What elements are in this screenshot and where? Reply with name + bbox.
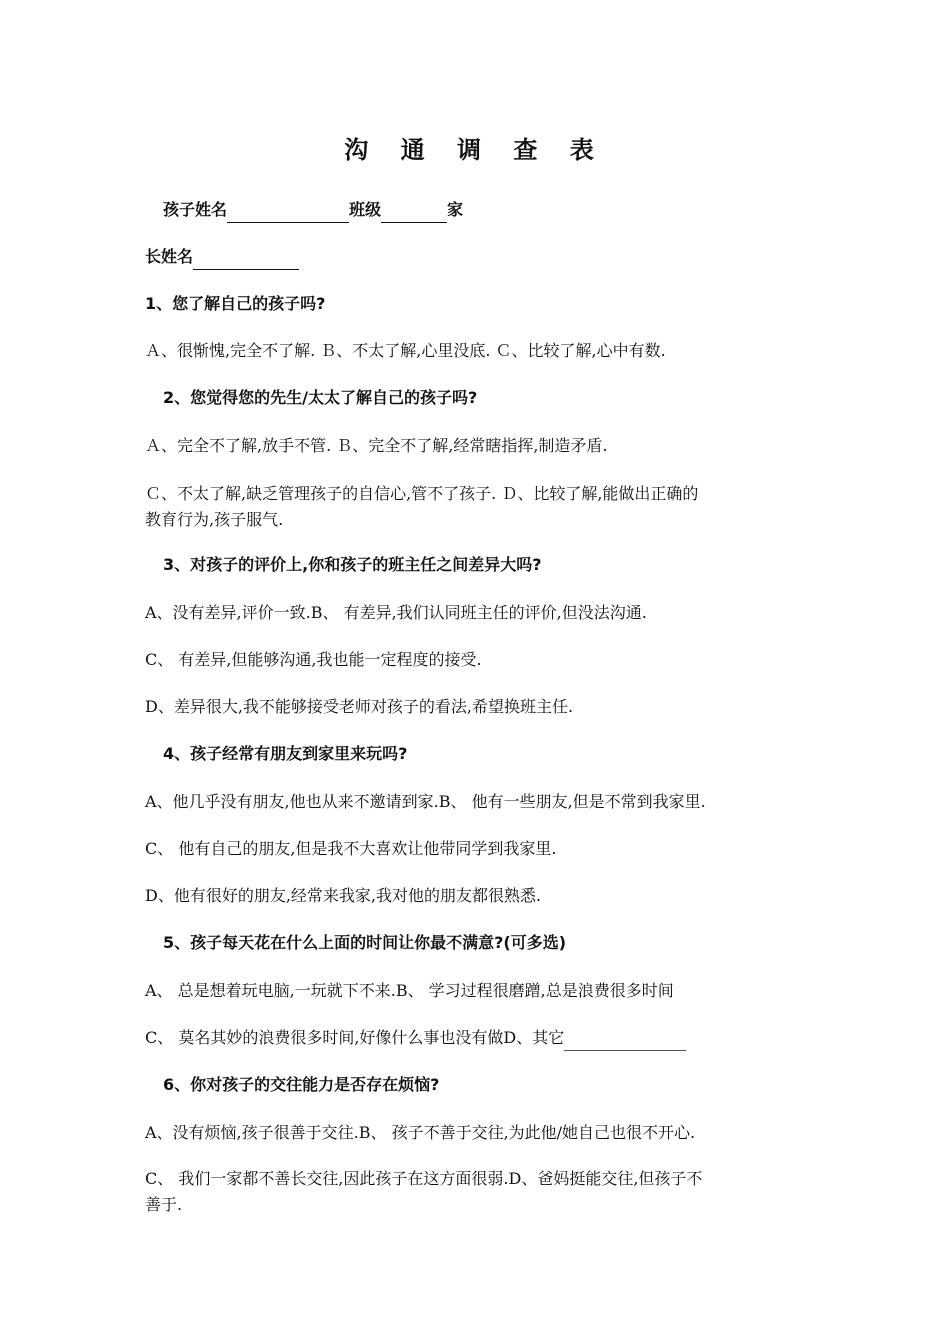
question-3: 3、对孩子的评价上,你和孩子的班主任之间差异大吗? — [163, 555, 542, 574]
question-2-options-line3: 教育行为,孩子服气. — [145, 510, 284, 529]
question-2-options-line1: Ａ、完全不了解,放手不管. Ｂ、完全不了解,经常瞎指挥,制造矛盾. — [145, 436, 608, 455]
question-1: 1、您了解自己的孩子吗? — [145, 294, 326, 313]
question-5-options-line2-text: C、 莫名其妙的浪费很多时间,好像什么事也没有做D、其它 — [145, 1028, 565, 1047]
question-4-options-line1: A、他几乎没有朋友,他也从来不邀请到家.B、 他有一些朋友,但是不常到我家里. — [145, 792, 706, 811]
question-4-options-line3: D、他有很好的朋友,经常来我家,我对他的朋友都很熟悉. — [145, 886, 542, 905]
question-5-options-line2 — [145, 1025, 686, 1051]
question-4: 4、孩子经常有朋友到家里来玩吗? — [163, 744, 408, 763]
class-label: 班级 — [349, 200, 382, 219]
question-3-options-line3: D、差异很大,我不能够接受老师对孩子的看法,希望换班主任. — [145, 697, 574, 716]
question-2-options-line2: Ｃ、不太了解,缺乏管理孩子的自信心,管不了孩子. Ｄ、比较了解,能做出正确的 — [145, 484, 699, 503]
question-6: 6、你对孩子的交往能力是否存在烦恼? — [163, 1075, 440, 1094]
parent-label-part2: 长姓名 — [145, 247, 194, 266]
question-3-options-line2: C、 有差异,但能够沟通,我也能一定程度的接受. — [145, 650, 482, 669]
question-5-options-line1: A、 总是想着玩电脑,一玩就下不来.B、 学习过程很磨蹭,总是浪费很多时间 — [145, 981, 674, 1000]
child-name-blank[interactable] — [227, 204, 349, 223]
child-name-label: 孩子姓名 — [163, 200, 228, 219]
parent-label-part1: 家 — [447, 200, 464, 219]
child-info-row — [163, 197, 463, 223]
question-5: 5、孩子每天花在什么上面的时间让你最不满意?(可多选) — [163, 933, 567, 952]
parent-info-row — [145, 244, 299, 270]
question-4-options-line2: C、 他有自己的朋友,但是我不大喜欢让他带同学到我家里. — [145, 839, 557, 858]
question-6-options-line3: 善于. — [145, 1195, 183, 1214]
question-2: 2、您觉得您的先生/太太了解自己的孩子吗? — [163, 388, 478, 407]
other-blank[interactable] — [564, 1032, 686, 1051]
parent-name-blank[interactable] — [193, 251, 299, 270]
question-6-options-line2: C、 我们一家都不善长交往,因此孩子在这方面很弱.D、爸妈挺能交往,但孩子不 — [145, 1169, 703, 1188]
question-6-options-line1: A、没有烦恼,孩子很善于交往.B、 孩子不善于交往,为此他/她自己也很不开心. — [145, 1123, 696, 1142]
page-title: 沟 通 调 查 表 — [344, 136, 606, 164]
question-3-options-line1: A、没有差异,评价一致.B、 有差异,我们认同班主任的评价,但没法沟通. — [145, 603, 647, 622]
question-1-options: Ａ、很惭愧,完全不了解. Ｂ、不太了解,心里没底. Ｃ、比较了解,心中有数. — [145, 341, 666, 360]
class-blank[interactable] — [381, 204, 447, 223]
